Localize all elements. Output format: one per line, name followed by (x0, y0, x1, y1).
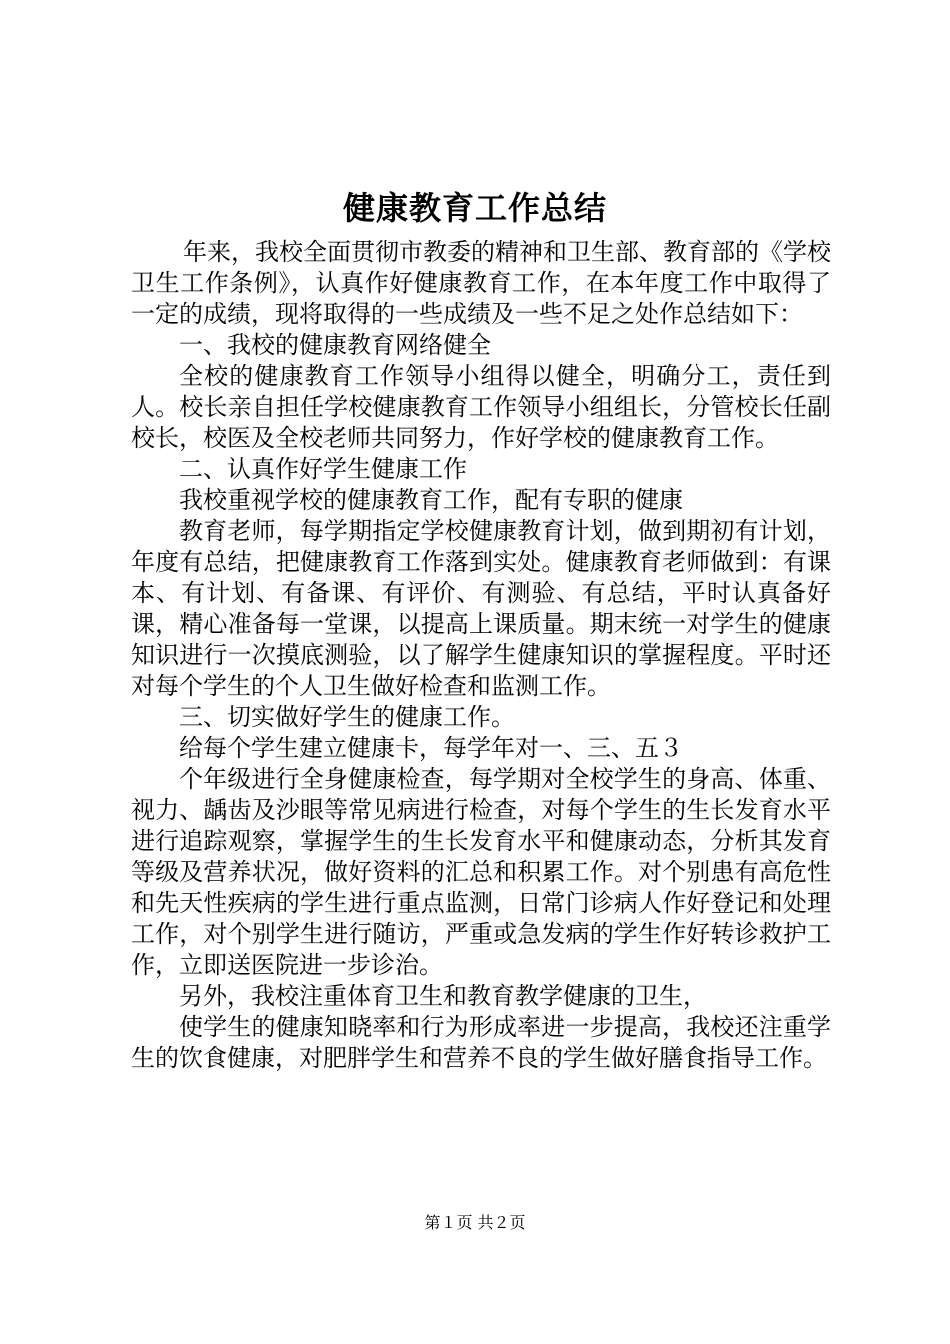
section-heading-1: 一、我校的健康教育网络健全 (179, 331, 491, 359)
section-heading-3: 三、切实做好学生的健康工作。 (179, 703, 515, 731)
paragraph-other-b: 使学生的健康知晓率和行为形成率进一步提高，我校还注重学生的饮食健康，对肥胖学生和营养不良的学生做好膳食指导工作。 (131, 1013, 831, 1072)
paragraph-section-3a: 给每个学生建立健康卡，每学年对一、三、五３ (179, 734, 683, 762)
paragraph-section-2a: 我校重视学校的健康教育工作，配有专职的健康 (179, 486, 683, 514)
section-heading-2: 二、认真作好学生健康工作 (179, 455, 467, 483)
document-title: 健康教育工作总结 (342, 189, 607, 227)
paragraph-section-2b: 教育老师，每学期指定学校健康教育计划，做到期初有计划，年度有总结，把健康教育工作落到实处。健康教育老师做到：有课本、有计划、有备课、有评价、有测验、有总结，平时认真备好课，精心准备每一堂课，以提高上课质量。期末统一对学生的健康知识进行一次摸底测验，以了解学生健康知识的掌握程度。平时还对每个学生的个人卫生做好检查和监测工作。 (131, 517, 831, 700)
paragraph-intro: 年来，我校全面贯彻市教委的精神和卫生部、教育部的《学校卫生工作条例》，认真作好健康教育工作，在本年度工作中取得了一定的成绩，现将取得的一些成绩及一些不足之处作总结如下： (131, 238, 831, 328)
page-footer: 第１页 共２页 (424, 1213, 526, 1232)
document-body (131, 237, 831, 1074)
paragraph-other-a: 另外，我校注重体育卫生和教育教学健康的卫生， (179, 982, 707, 1010)
paragraph-section-1: 全校的健康教育工作领导小组得以健全，明确分工，责任到人。校长亲自担任学校健康教育工作领导小组组长，分管校长任副校长，校医及全校老师共同努力，作好学校的健康教育工作。 (131, 362, 831, 452)
paragraph-section-3b: 个年级进行全身健康检查，每学期对全校学生的身高、体重、视力、龋齿及沙眼等常见病进行检查，对每个学生的生长发育水平进行追踪观察，掌握学生的生长发育水平和健康动态，分析其发育等级及营养状况，做好资料的汇总和积累工作。对个别患有高危性和先天性疾病的学生进行重点监测，日常门诊病人作好登记和处理工作，对个别学生进行随访，严重或急发病的学生作好转诊救护工作，立即送医院进一步诊治。 (131, 765, 831, 979)
